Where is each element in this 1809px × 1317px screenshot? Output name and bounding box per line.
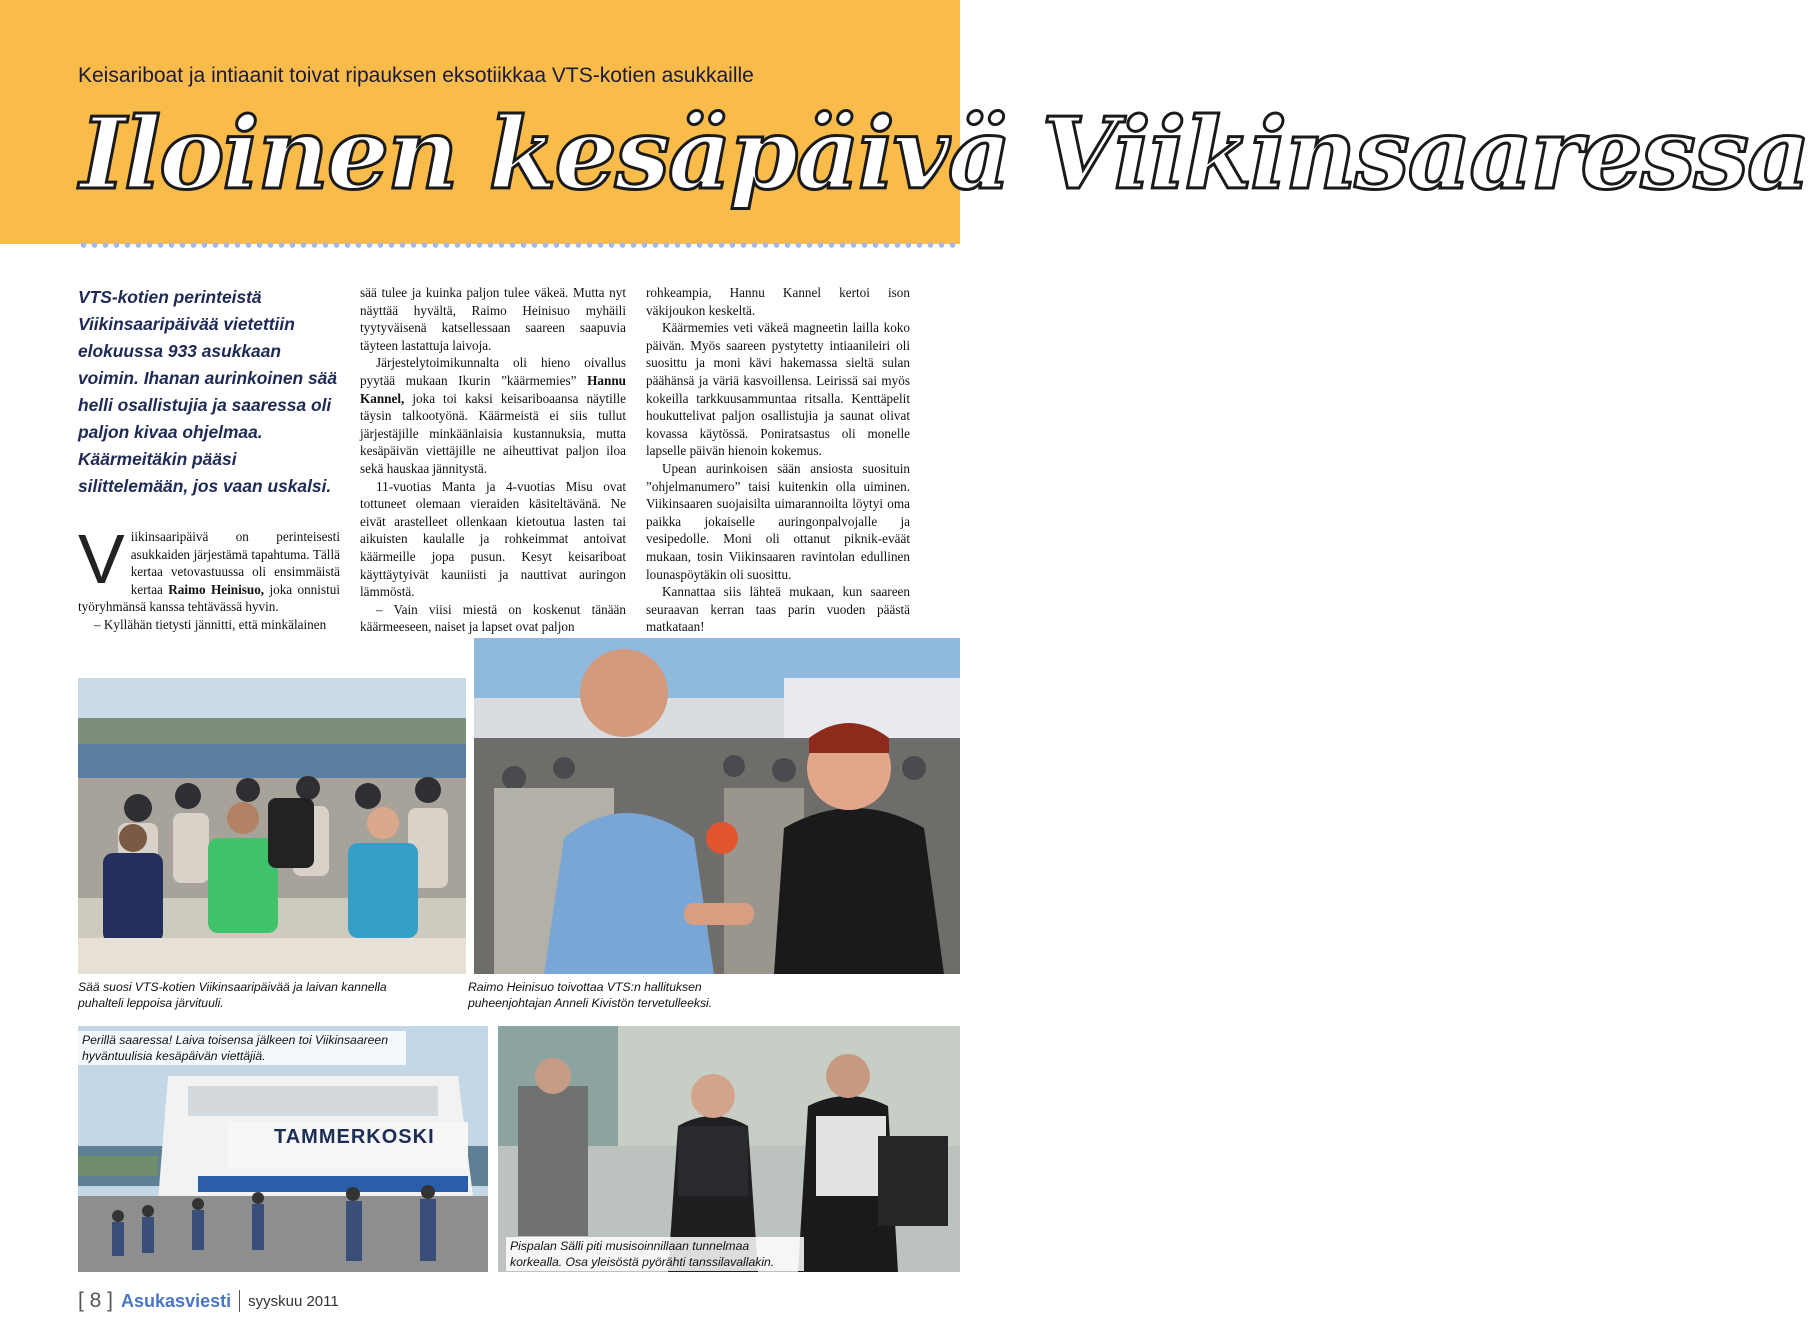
issue-date: syyskuu 2011 — [248, 1292, 339, 1310]
photo-musicians — [498, 1026, 960, 1272]
paragraph: Järjestelytoimikunnalta oli hieno oivallus pyytää mukaan Ikurin ”käärmemies” Hannu Kannel, joka toi kaksi keisariboaansa näytille täysin talkootyönä. Käärmeistä ei siis tullut järjestäjille minkäänlaisia kustannuksia, mutta kesäpäivän viettäjille ne aiheuttivat paljon iloa sekä hauskaa jännitystä. — [360, 355, 626, 476]
dotted-divider — [78, 240, 960, 250]
caption-photo-1: Sää suosi VTS-kotien Viikinsaaripäivää ja laivan kannella puhalteli leppoisa järvituuli. — [78, 980, 387, 1010]
drop-cap: V — [78, 520, 125, 598]
footer-separator — [239, 1290, 240, 1312]
boat-name-label: TAMMERKOSKI — [274, 1126, 435, 1148]
magazine-name: Asukasviesti — [121, 1290, 232, 1311]
paragraph: Upean aurinkoisen sään ansiosta suosituin ”ohjelmanumero” taisi kuitenkin olla uiminen. Viikinsaaren suojaisilta uimarannoilta löytyi oma paikka jokaiselle auringonpalvojalle ja vesipedolle. Moni oli ottanut piknik-eväät mukaan, tosin Viikinsaaren ravintolan edullinen lounaspöytäkin oli suosittu. — [646, 460, 910, 582]
caption-photo-2: Raimo Heinisuo toivottaa VTS:n hallituksen puheenjohtajan Anneli Kivistön tervetulleeksi. — [468, 980, 713, 1010]
article-subtitle: Keisariboat ja intiaanit toivat ripauksen eksotiikkaa VTS-kotien asukkaille — [78, 64, 754, 87]
article-column-2 — [360, 284, 626, 636]
paragraph: sää tulee ja kuinka paljon tulee väkeä. Mutta nyt näyttää hyvältä, Raimo Heinisuo myhäili tyytyväisenä katsellessaan saareen saapuvia täyteen lastattuja laivoja. — [360, 285, 626, 353]
page-footer — [78, 1289, 339, 1313]
article-column-3 — [646, 284, 910, 636]
page-number: [ 8 ] — [78, 1289, 114, 1312]
photo-boat-deck — [78, 678, 466, 974]
paragraph: Viikinsaaripäivä on perinteisesti asukkaiden järjestämä tapahtuma. Tällä kertaa vetovastuussa oli ensimmäistä kertaa Raimo Heinisuo, joka onnistui työryhmänsä kanssa tehtävässä hyvin. — [78, 520, 340, 615]
photo-handshake — [474, 638, 960, 974]
paragraph: rohkeampia, Hannu Kannel kertoi ison väkijoukon keskeltä. — [646, 285, 910, 318]
paragraph: – Kyllähän tietysti jännitti, että minkälainen — [94, 616, 327, 632]
article-column-1 — [78, 520, 340, 634]
caption-photo-4: Pispalan Sälli piti musisoinnillaan tunnelmaa korkealla. Osa yleisöstä pyörähti tanssilavallakin. — [506, 1237, 804, 1271]
paragraph: Kannattaa siis lähteä mukaan, kun saareen seuraavan kerran taas parin vuoden päästä matkataan! — [646, 584, 910, 635]
paragraph: 11-vuotias Manta ja 4-vuotias Misu ovat tottuneet olemaan vieraiden käsiteltävänä. Ne eivät arastelleet ollenkaan kietoutua lasten tai aikuisten kaulalle ja rohkeimmat antoivat käärmeille jopa pusun. Kesyt keisariboat käyttäytyivät kauniisti ja nauttivat auringon lämmöstä. — [360, 478, 626, 600]
lead-paragraph: VTS-kotien perinteistä Viikinsaaripäivää vietettiin elokuussa 933 asukkaan voimin. Ihanan aurinkoinen sää helli osallistujia ja saaressa oli paljon kivaa ohjelmaa. Käärmeitäkin pääsi silittelemään, jos vaan uskalsi. — [78, 287, 337, 496]
article-headline: Iloinen kesäpäivä Viikinsaaressa — [80, 97, 1809, 212]
paragraph: Käärmemies veti väkeä magneetin lailla koko päivän. Myös saareen pystytetty intiaanileiri oli suosittu ja moni kävi hakemassa sieltä sulan päähänsä ja väriä kasvoillensa. Leirissä sai myös kokeilla tarkkuusammuntaa ritsalla. Kenttäpelit houkuttelivat paljon osallistujia ja saunat olivat kovassa käytössä. Poniratsastus oli monelle lapselle päivän hienoin kokemus. — [646, 320, 910, 459]
caption-photo-3: Perillä saaressa! Laiva toisensa jälkeen toi Viikinsaareen hyväntuulisia kesäpäivän viettäjiä. — [78, 1031, 406, 1065]
paragraph: – Vain viisi miestä on koskenut tänään käärmeeseen, naiset ja lapset ovat paljon — [360, 601, 626, 635]
